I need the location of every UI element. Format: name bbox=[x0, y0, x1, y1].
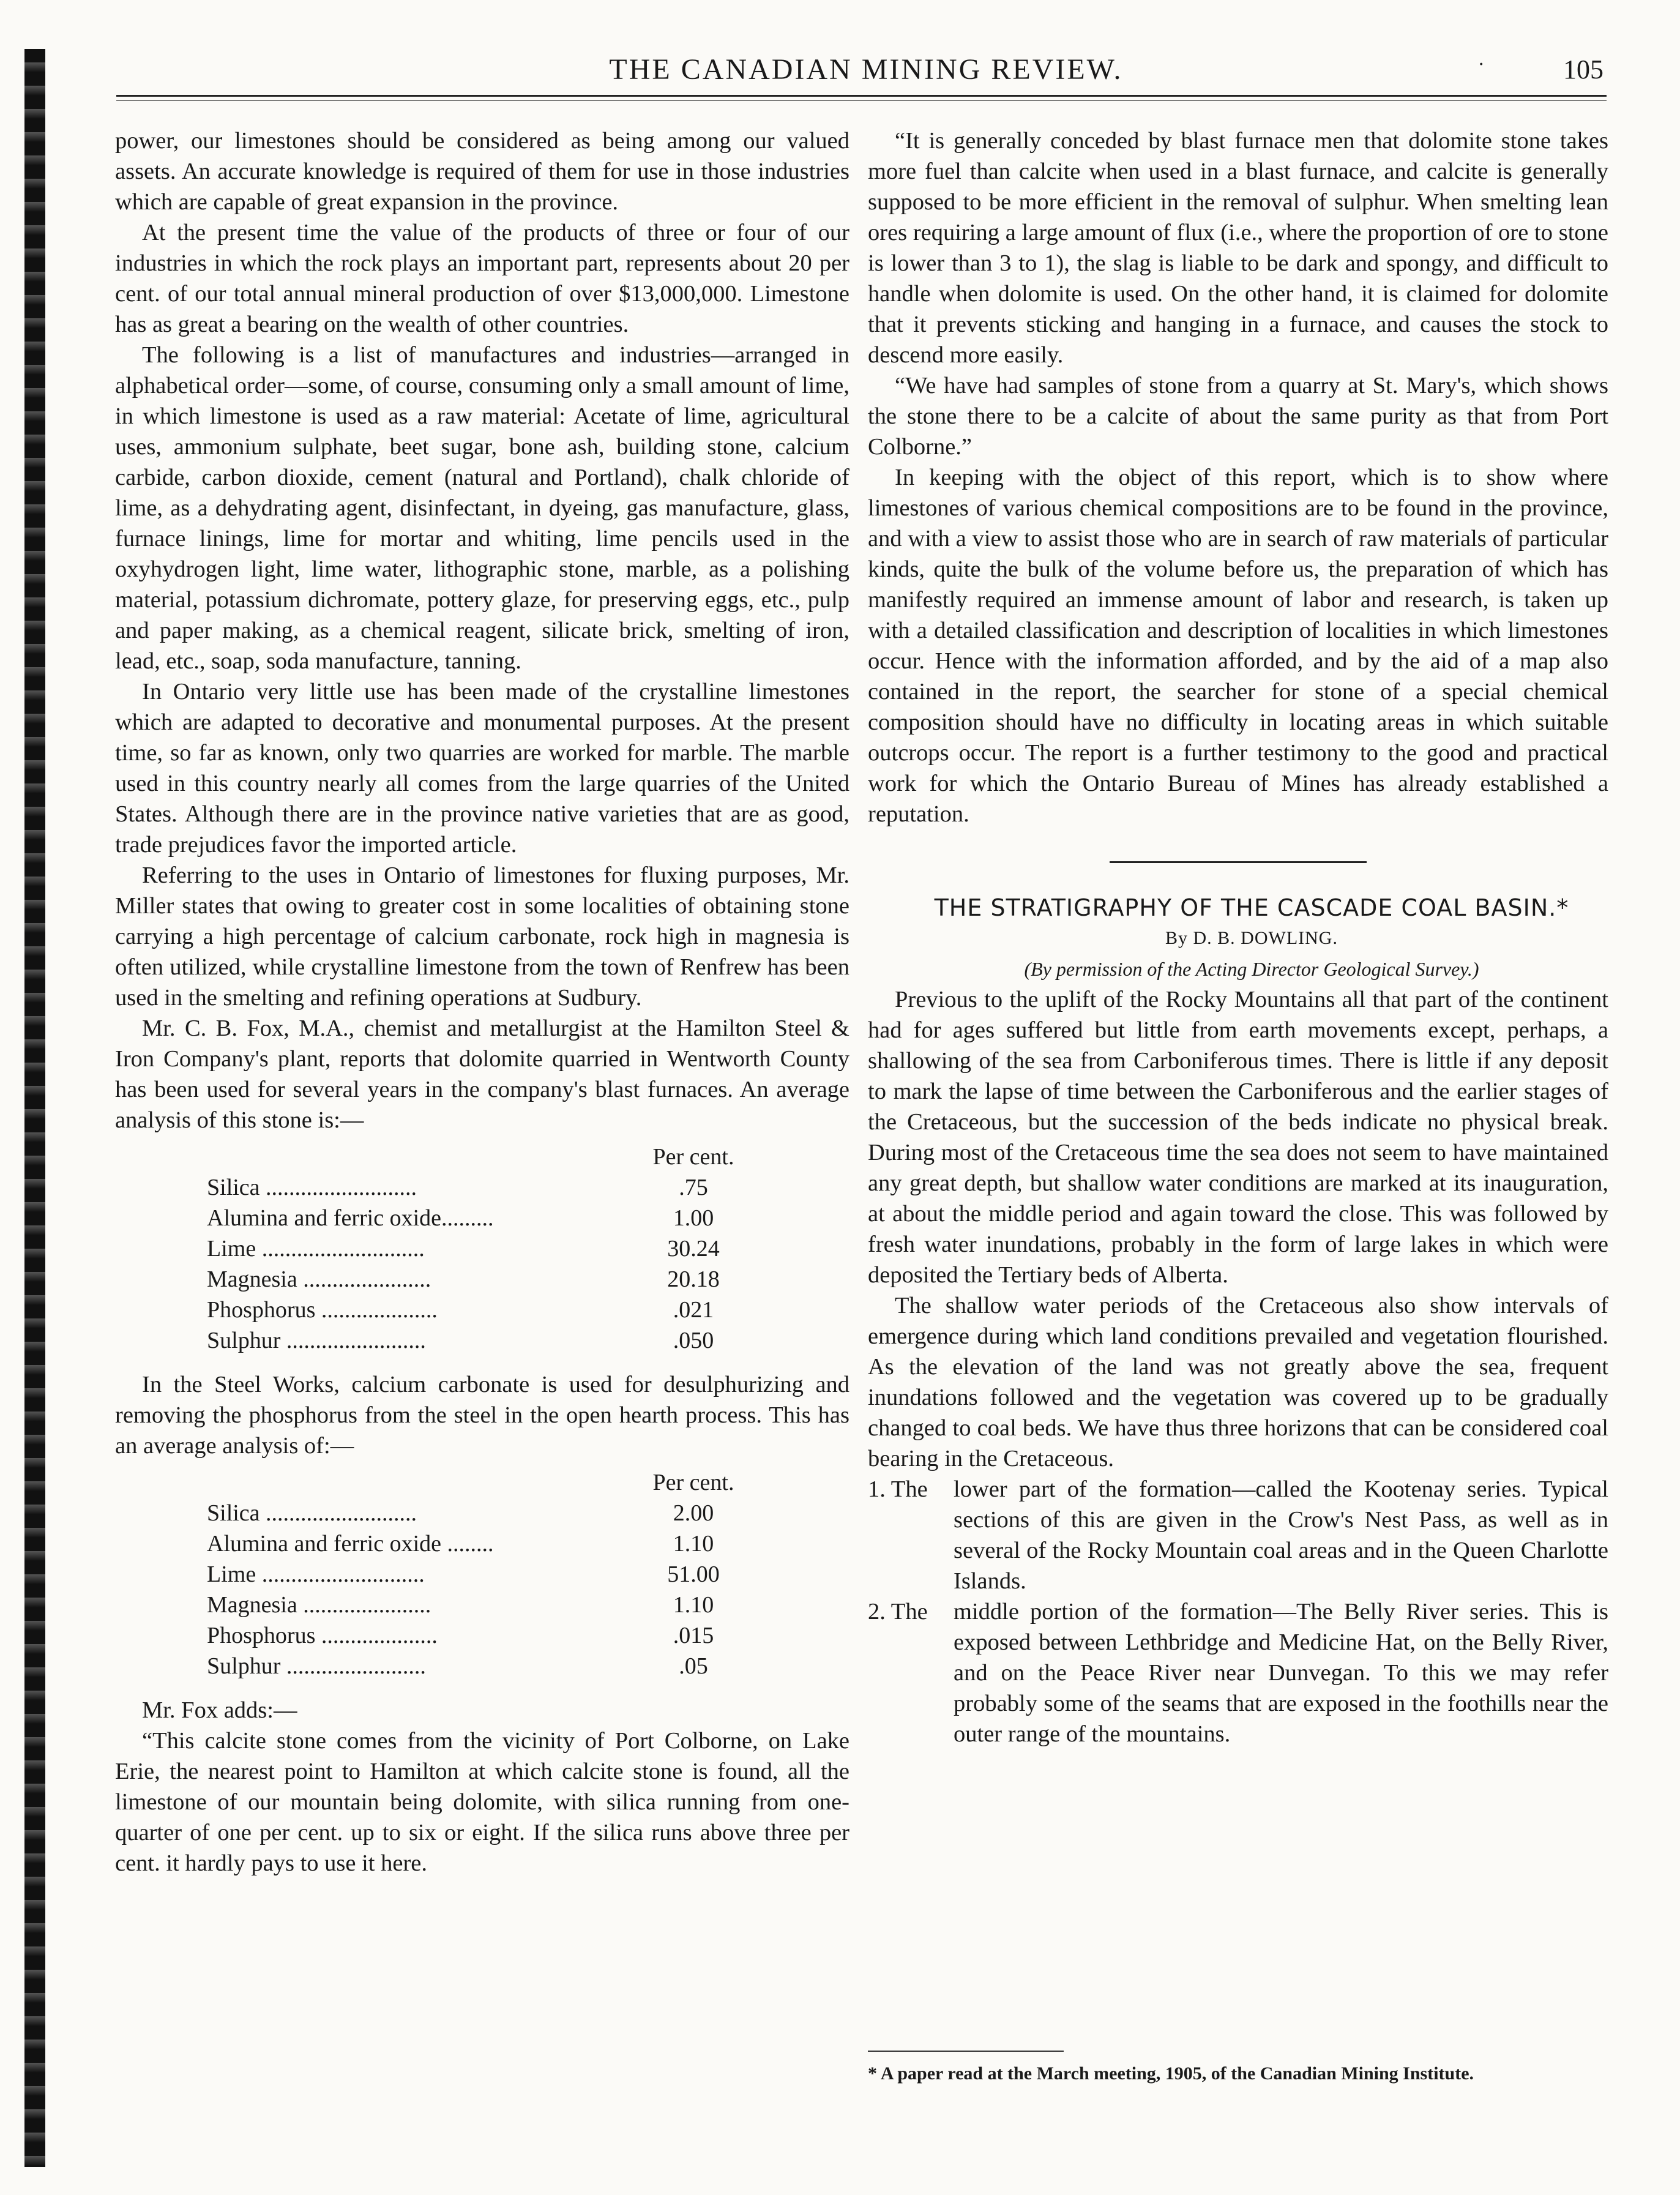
page-number: 105 bbox=[1563, 54, 1603, 84]
table-row: Silica .......................... 2.00 bbox=[207, 1500, 714, 1526]
page-binding-edge bbox=[24, 49, 45, 2167]
paragraph: “We have had samples of stone from a quarry at St. Mary's, which shows the stone there to be a calcite of about the same purity as that from Port Colborne.” bbox=[868, 373, 1608, 460]
dolomite-analysis-table bbox=[207, 1142, 758, 1356]
table-header: Per cent. bbox=[652, 1470, 734, 1495]
table-row: Lime ............................ 30.24 bbox=[207, 1236, 720, 1262]
table-row: Magnesia ...................... 1.10 bbox=[207, 1592, 714, 1618]
section-divider bbox=[1110, 861, 1367, 863]
article-permission-note: (By permission of the Acting Director Geological Survey.) bbox=[1024, 958, 1479, 980]
list-item bbox=[868, 1474, 1608, 1596]
right-column bbox=[868, 125, 1608, 1749]
paragraph: The following is a list of manufactures and industries—arranged in alphabetical order—some, of course, consuming only a small amount of lime, in which limestone is used as a raw material: Acetate of lime, agricultural uses, ammonium sulphate, beet sugar, bone ash, building stone, calcium carbide, carbon dioxide, cement (natural and Portland), chalk chloride of lime, as a dehydrating agent, disinfectant, in dyeing, gas manufacture, glass, furnace linings, lime for mortar and whiting, lime pencils used in the oxyhydrogen light, lime water, lithographic stone, marble, as a polishing material, potassium dichromate, pottery glaze, for preserving eggs, etc., pulp and paper making, as a chemical reagent, silicate brick, smelting of iron, lead, etc., soap, soda manufacture, tanning. bbox=[115, 342, 849, 674]
paragraph: “It is generally conceded by blast furnace men that dolomite stone takes more fuel than calcite when used in a blast furnace, and calcite is generally supposed to be more efficient in the removal of sulphur. When smelting lean ores requiring a large amount of flux (i.e., where the proportion of ore to stone is lower than 3 to 1), the slag is liable to be dark and spongy, and difficult to handle when dolomite is used. On the other hand, it is claimed for dolomite that it prevents sticking and hanging in a furnace, and causes the stock to descend more easily. bbox=[868, 128, 1608, 368]
footnote-rule bbox=[868, 2051, 1064, 2052]
paragraph: Mr. C. B. Fox, M.A., chemist and metallurgist at the Hamilton Steel & Iron Company's plant, reports that dolomite quarried in Wentworth County has been used for several years in the company's blast furnaces. An average analysis of this stone is:— bbox=[115, 1015, 849, 1133]
left-column bbox=[115, 125, 849, 1879]
article-byline: By D. B. DOWLING. bbox=[1165, 928, 1338, 948]
paragraph: In keeping with the object of this report, which is to show where limestones of various chemical compositions are to be found in the province, and with a view to assist those who are in search of raw materials of particular kinds, quite the bulk of the volume before us, the preparation of which has manifestly required an immense amount of labor and research, is taken up with a detailed classification and description of localities in which limestones occur. Hence with the information afforded, and by the aid of a map also contained in the report, the searcher for stone of a special chemical composition should have no difficulty in locating areas in which suitable outcrops occur. The report is a further testimony to the good and practical work for which the Ontario Bureau of Mines has already established a reputation. bbox=[868, 465, 1608, 827]
paragraph: At the present time the value of the products of three or four of our industries in which the rock plays an important part, represents about 20 per cent. of our total annual mineral production of over $13,000,000. Limestone has as great a bearing on the wealth of other countries. bbox=[115, 220, 849, 337]
paragraph: Previous to the uplift of the Rocky Mountains all that part of the continent had for ages suffered but little from earth movements except, perhaps, a shallowing of the sea from Carboniferous times. There is little if any deposit to mark the lapse of time between the Carboniferous and the earlier stages of the Cretaceous, but the succession of the beds indicate no physical break. During most of the Cretaceous time the sea does not seem to have maintained any great depth, but shallow water conditions are marked at its inauguration, at about the middle period and again toward the close. This was followed by fresh water inundations, probably in the form of large lakes in which were deposited the Tertiary beds of Alberta. bbox=[868, 987, 1608, 1288]
list-item bbox=[868, 1596, 1608, 1749]
table-row: Sulphur ........................ .05 bbox=[207, 1653, 708, 1679]
table-row: Sulphur ........................ .050 bbox=[207, 1328, 714, 1353]
paragraph: In the Steel Works, calcium carbonate is used for desulphurizing and removing the phosphorus from the steel in the open hearth process. This has an average analysis of:— bbox=[115, 1372, 849, 1459]
paragraph: Mr. Fox adds:— bbox=[142, 1697, 297, 1723]
table-row: Phosphorus .................... .015 bbox=[207, 1623, 714, 1648]
table-row: Phosphorus .................... .021 bbox=[207, 1297, 714, 1323]
paragraph: In Ontario very little use has been made of the crystalline limestones which are adapted to decorative and monumental purposes. At the present time, so far as known, only two quarries are worked for marble. The marble used in this country nearly all comes from the large quarries of the United States. Although there are in the province native varieties that are as good, trade prejudices favor the imported article. bbox=[115, 679, 849, 858]
header-mark: · bbox=[1478, 54, 1484, 75]
table-row: Magnesia ...................... 20.18 bbox=[207, 1266, 720, 1292]
table-row: Alumina and ferric oxide......... 1.00 bbox=[207, 1205, 714, 1231]
table-row: Lime ............................ 51.00 bbox=[207, 1561, 720, 1587]
list-text: middle portion of the formation—The Belly River series. This is exposed between Lethbridge and Medicine Hat, on the Belly River, and on the Peace River near Dunvegan. To this we may refer probably some of the seams that are exposed in the foothills near the outer range of the mountains. bbox=[954, 1599, 1608, 1747]
journal-title: THE CANADIAN MINING REVIEW. bbox=[609, 53, 1123, 86]
paragraph: power, our limestones should be considered as being among our valued assets. An accurate knowledge is required of them for use in those industries which are capable of great expansion in the province. bbox=[115, 128, 849, 215]
paragraph: “This calcite stone comes from the vicinity of Port Colborne, on Lake Erie, the nearest point to Hamilton at which calcite stone is found, all the limestone of our mountain being dolomite, with silica running from one-quarter of one per cent. up to six or eight. If the silica runs above three per cent. it hardly pays to use it here. bbox=[115, 1728, 849, 1876]
article-title: THE STRATIGRAPHY OF THE CASCADE COAL BASIN.* bbox=[934, 894, 1569, 921]
list-text: lower part of the formation—called the Kootenay series. Typical sections of this are given in the Crow's Nest Pass, as well as in several of the Rocky Mountain coal areas and in the Queen Charlotte Islands. bbox=[954, 1476, 1608, 1594]
paragraph: Referring to the uses in Ontario of limestones for fluxing purposes, Mr. Miller states that owing to greater cost in some localities of obtaining stone carrying a high percentage of calcium carbonate, rock high in magnesia is often utilized, while crystalline limestone from the town of Renfrew has been used in the smelting and refining operations at Sudbury. bbox=[115, 862, 849, 1011]
table-row: Alumina and ferric oxide ........ 1.10 bbox=[207, 1531, 714, 1557]
calcite-analysis-table bbox=[207, 1467, 758, 1681]
table-header: Per cent. bbox=[652, 1144, 734, 1170]
paragraph: The shallow water periods of the Cretaceous also show intervals of emergence during which land conditions prevailed and vegetation flourished. As the elevation of the land was not greatly above the sea, frequent inundations followed and the vegetation was covered up to be gradually changed to coal beds. We have thus three horizons that can be considered coal bearing in the Cretaceous. bbox=[868, 1293, 1608, 1471]
list-number: 2. The bbox=[868, 1599, 928, 1625]
table-row: Silica .......................... .75 bbox=[207, 1175, 708, 1200]
list-number: 1. The bbox=[868, 1476, 928, 1502]
footnote: * A paper read at the March meeting, 1905, of the Canadian Mining Institute. bbox=[868, 2063, 1474, 2084]
header-rule bbox=[116, 95, 1607, 101]
running-header bbox=[116, 36, 1616, 103]
